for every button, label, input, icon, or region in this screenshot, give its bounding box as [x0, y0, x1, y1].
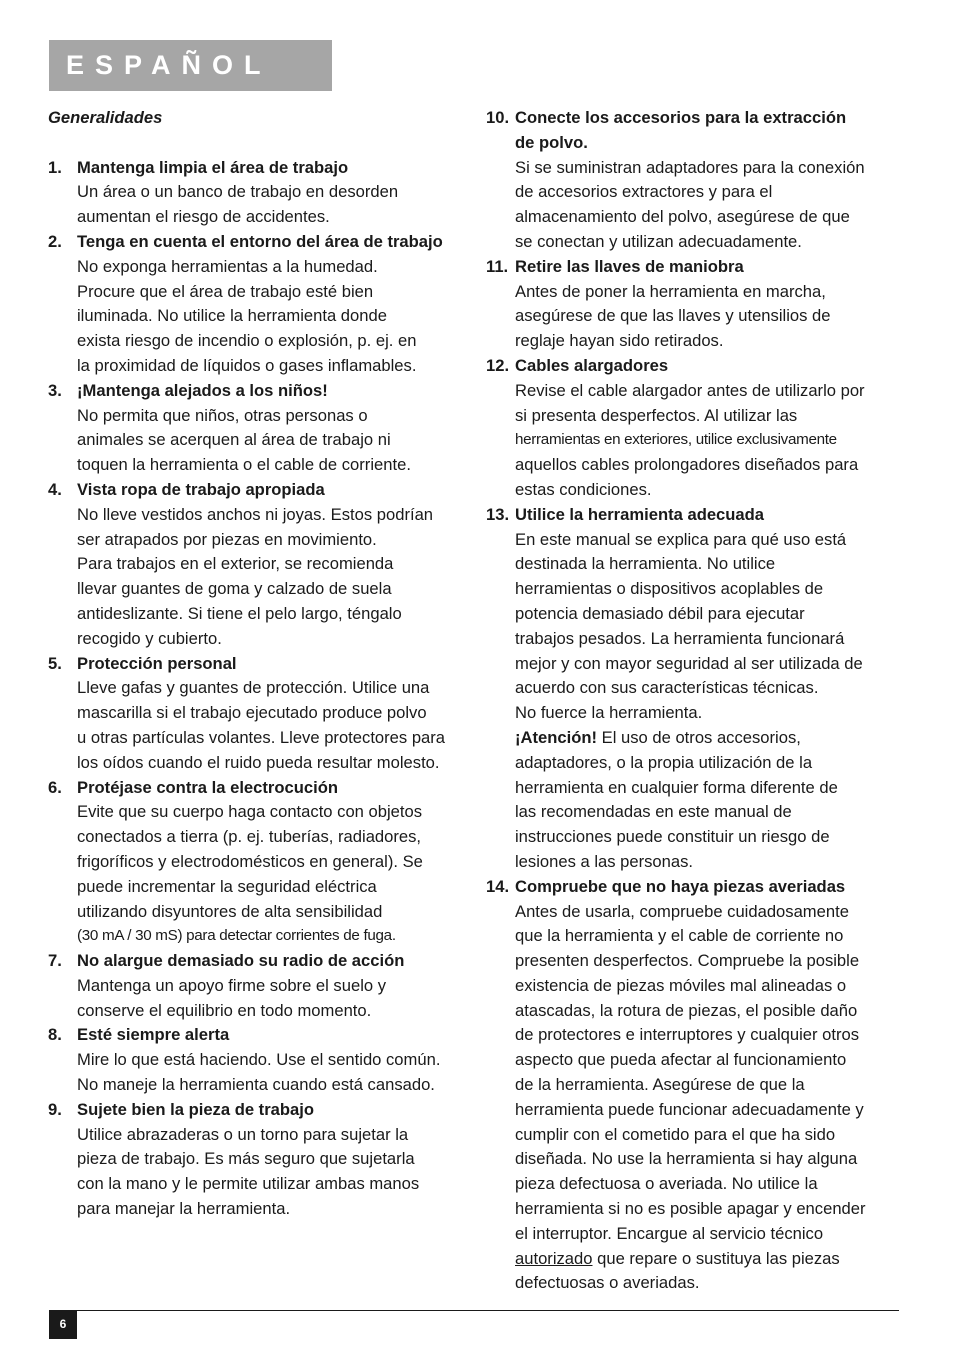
item-text-line: de protectores e interruptores y cualquier otros: [515, 1025, 860, 1045]
item-number: 14.: [486, 876, 510, 896]
list-item: [48, 776, 473, 950]
list-item: [486, 354, 904, 503]
item-text-line: herramienta si no es posible apagar y encender: [515, 1199, 866, 1219]
list-item: [486, 106, 904, 255]
item-text-line: Lleve gafas y guantes de protección. Utilice una: [77, 678, 430, 698]
item-number: 7.: [48, 951, 62, 971]
item-number: 11.: [486, 256, 509, 276]
language-label: ESPAÑOL: [66, 50, 272, 80]
item-text-line: Si se suministran adaptadores para la conexión: [515, 157, 865, 177]
item-text-line: Evite que su cuerpo haga contacto con objetos: [77, 802, 423, 822]
left-column: [48, 106, 473, 1222]
item-text-line: antideslizante. Si tiene el pelo largo, téngalo: [77, 603, 402, 623]
item-text-line-small: herramientas en exteriores, utilice exclusivamente: [515, 431, 837, 449]
item-number: 4.: [48, 479, 62, 499]
item-text-line: conserve el equilibrio en todo momento.: [77, 1000, 372, 1020]
item-text-line: frigoríficos y electrodomésticos en general). Se: [77, 851, 423, 871]
item-number: 10.: [486, 108, 510, 127]
list-item: [48, 1098, 473, 1222]
item-title: Protéjase contra la electrocución: [77, 777, 338, 797]
item-text-line: No lleve vestidos anchos ni joyas. Estos podrían: [77, 504, 434, 524]
item-title: Mantenga limpia el área de trabajo: [77, 157, 349, 177]
item-title: Compruebe que no haya piezas averiadas: [515, 876, 846, 896]
item-number: 9.: [48, 1099, 62, 1119]
item-text-line: para manejar la herramienta.: [77, 1199, 291, 1219]
item-text-line: el interruptor. Encargue al servicio técnico: [515, 1223, 824, 1243]
item-text-line: trabajos pesados. La herramienta funcionará: [515, 628, 845, 648]
item-text-line: puede incrementar la seguridad eléctrica: [77, 876, 377, 896]
item-text-line: llevar guantes de goma y calzado de suela: [77, 579, 392, 599]
item-text-line: aumentan el riesgo de accidentes.: [77, 207, 330, 227]
item-text-line: de la herramienta. Asegúrese de que la: [515, 1075, 805, 1095]
item-number: 3.: [48, 380, 62, 400]
item-title: Esté siempre alerta: [77, 1025, 230, 1045]
item-text-line: las recomendadas en este manual de: [515, 802, 792, 822]
item-text-line: de accesorios extractores y para el: [515, 182, 773, 202]
item-text-line: Utilice abrazaderas o un torno para sujetar la: [77, 1124, 409, 1144]
list-item: [486, 875, 904, 1297]
item-text-line: Un área o un banco de trabajo en desorden: [77, 182, 399, 202]
item-number: 8.: [48, 1025, 62, 1045]
item-text-line: instrucciones puede constituir un riesgo de: [515, 827, 830, 847]
item-text-line: Revise el cable alargador antes de utilizarlo por: [515, 380, 865, 400]
item-number: 5.: [48, 653, 62, 673]
right-column: [486, 106, 904, 1296]
underlined-rest: que repare o sustituya las piezas: [592, 1248, 840, 1268]
list-item: [48, 230, 473, 379]
item-number: 12.: [486, 355, 510, 375]
item-text-line: aspecto que pueda afectar al funcionamiento: [515, 1050, 847, 1070]
item-text-line: defectuosas o averiadas.: [515, 1273, 700, 1293]
item-text-line: No fuerce la herramienta.: [515, 703, 703, 723]
item-text-line: acuerdo con sus características técnicas.: [515, 678, 819, 698]
item-text-line: mejor y con mayor seguridad al ser utilizada de: [515, 653, 863, 673]
footer-rule: [49, 1310, 899, 1311]
item-text-line: aquellos cables prolongadores diseñados para: [515, 455, 859, 475]
item-title-continued: de polvo.: [515, 132, 588, 152]
item-text-line: pieza defectuosa o averiada. No utilice la: [515, 1174, 818, 1194]
item-number: 13.: [486, 504, 510, 524]
item-text-line: se conectan y utilizan adecuadamente.: [515, 231, 802, 251]
item-text-line: pieza de trabajo. Es más seguro que sujetarla: [77, 1149, 415, 1169]
item-text-line: almacenamiento del polvo, asegúrese de que: [515, 207, 850, 227]
item-text-line: con la mano y le permite utilizar ambas manos: [77, 1174, 420, 1194]
item-text-line: recogido y cubierto.: [77, 628, 222, 648]
attention-text: El uso de otros accesorios,: [597, 727, 801, 747]
item-text-line: cumplir con el cometido para el que ha sido: [515, 1124, 836, 1144]
item-title: Vista ropa de trabajo apropiada: [77, 479, 325, 499]
item-text-line: Antes de usarla, compruebe cuidadosamente: [515, 901, 849, 921]
item-text-line: herramienta en cualquier forma diferente de: [515, 777, 838, 797]
item-text-line: herramientas o dispositivos acoplables de: [515, 579, 824, 599]
left-item-list: [48, 156, 473, 1222]
list-item: [486, 503, 904, 875]
item-text-line: ser atrapados por piezas en movimiento.: [77, 529, 377, 549]
list-item: [48, 379, 473, 478]
item-text-line: adaptadores, o la propia utilización de la: [515, 752, 813, 772]
item-text-line: los oídos cuando el ruido pueda resultar molesto.: [77, 752, 440, 772]
list-item: [486, 255, 904, 354]
item-text-line: la proximidad de líquidos o gases inflamables.: [77, 355, 417, 375]
item-number: 6.: [48, 777, 62, 797]
item-text-line: No maneje la herramienta cuando está cansado.: [77, 1075, 435, 1095]
item-text-line: presenten desperfectos. Compruebe la posible: [515, 951, 860, 971]
list-item: [48, 949, 473, 1023]
item-text-line: destinada la herramienta. No utilice: [515, 554, 776, 574]
item-title: Sujete bien la pieza de trabajo: [77, 1099, 314, 1119]
item-text-line: asegúrese de que las llaves y utensilios de: [515, 306, 831, 326]
list-item: [48, 652, 473, 776]
item-text-line: si presenta desperfectos. Al utilizar las: [515, 405, 798, 425]
item-text-line: herramienta puede funcionar adecuadamente y: [515, 1099, 864, 1119]
item-text-line: existencia de piezas móviles mal alineadas o: [515, 975, 847, 995]
item-title: No alargue demasiado su radio de acción: [77, 951, 405, 971]
underlined-line: [515, 1247, 904, 1272]
item-title: Tenga en cuenta el entorno del área de trabajo: [77, 231, 443, 251]
item-title: Retire las llaves de maniobra: [515, 256, 744, 276]
item-text-line: En este manual se explica para qué uso está: [515, 529, 847, 549]
item-text-line: Para trabajos en el exterior, se recomienda: [77, 554, 394, 574]
item-text-line: animales se acerquen al área de trabajo ni: [77, 430, 391, 450]
item-title: Cables alargadores: [515, 355, 669, 375]
item-text-line: Procure que el área de trabajo esté bien: [77, 281, 374, 301]
underlined-word: autorizado: [515, 1248, 593, 1268]
attention-line: [515, 726, 904, 751]
item-text-line: No exponga herramientas a la humedad.: [77, 256, 378, 276]
item-text-line: exista riesgo de incendio o explosión, p. ej. en: [77, 331, 417, 351]
item-text-line: iluminada. No utilice la herramienta donde: [77, 306, 387, 326]
list-item: [48, 478, 473, 652]
item-title: Conecte los accesorios para la extracción: [515, 108, 847, 127]
page-number: 6: [49, 1310, 77, 1339]
item-text-line: conectados a tierra (p. ej. tuberías, radiadores,: [77, 827, 422, 847]
item-text-line: lesiones a las personas.: [515, 851, 694, 871]
item-text-line-small: (30 mA / 30 mS) para detectar corrientes de fuga.: [77, 927, 396, 945]
item-number: 2.: [48, 231, 62, 251]
item-text-line: diseñada. No use la herramienta si hay alguna: [515, 1149, 858, 1169]
item-text-line: utilizando disyuntores de alta sensibilidad: [77, 901, 383, 921]
item-text-line: Antes de poner la herramienta en marcha,: [515, 281, 826, 301]
item-text-line: atascadas, la rotura de piezas, el posible daño: [515, 1000, 858, 1020]
list-item: [48, 1023, 473, 1097]
language-banner: [49, 40, 332, 91]
item-text-line: No permita que niños, otras personas o: [77, 405, 368, 425]
item-title: Utilice la herramienta adecuada: [515, 504, 765, 524]
item-text-line: u otras partículas volantes. Lleve protectores para: [77, 727, 446, 747]
item-text-line: mascarilla si el trabajo ejecutado produce polvo: [77, 703, 427, 723]
item-title: Protección personal: [77, 653, 237, 673]
attention-label: ¡Atención!: [515, 727, 598, 747]
item-text-line: Mantenga un apoyo firme sobre el suelo y: [77, 975, 387, 995]
item-text-line: toquen la herramienta o el cable de corriente.: [77, 455, 411, 475]
section-title: Generalidades: [48, 108, 163, 127]
item-text-line: que la herramienta y el cable de corriente no: [515, 926, 844, 946]
item-text-line: estas condiciones.: [515, 479, 652, 499]
item-title: ¡Mantenga alejados a los niños!: [77, 380, 328, 400]
item-number: 1.: [48, 157, 62, 177]
item-text-line: Mire lo que está haciendo. Use el sentido común.: [77, 1050, 441, 1070]
item-text-line: reglaje hayan sido retirados.: [515, 331, 724, 351]
item-text-line: potencia demasiado débil para ejecutar: [515, 603, 805, 623]
list-item: [48, 156, 473, 230]
